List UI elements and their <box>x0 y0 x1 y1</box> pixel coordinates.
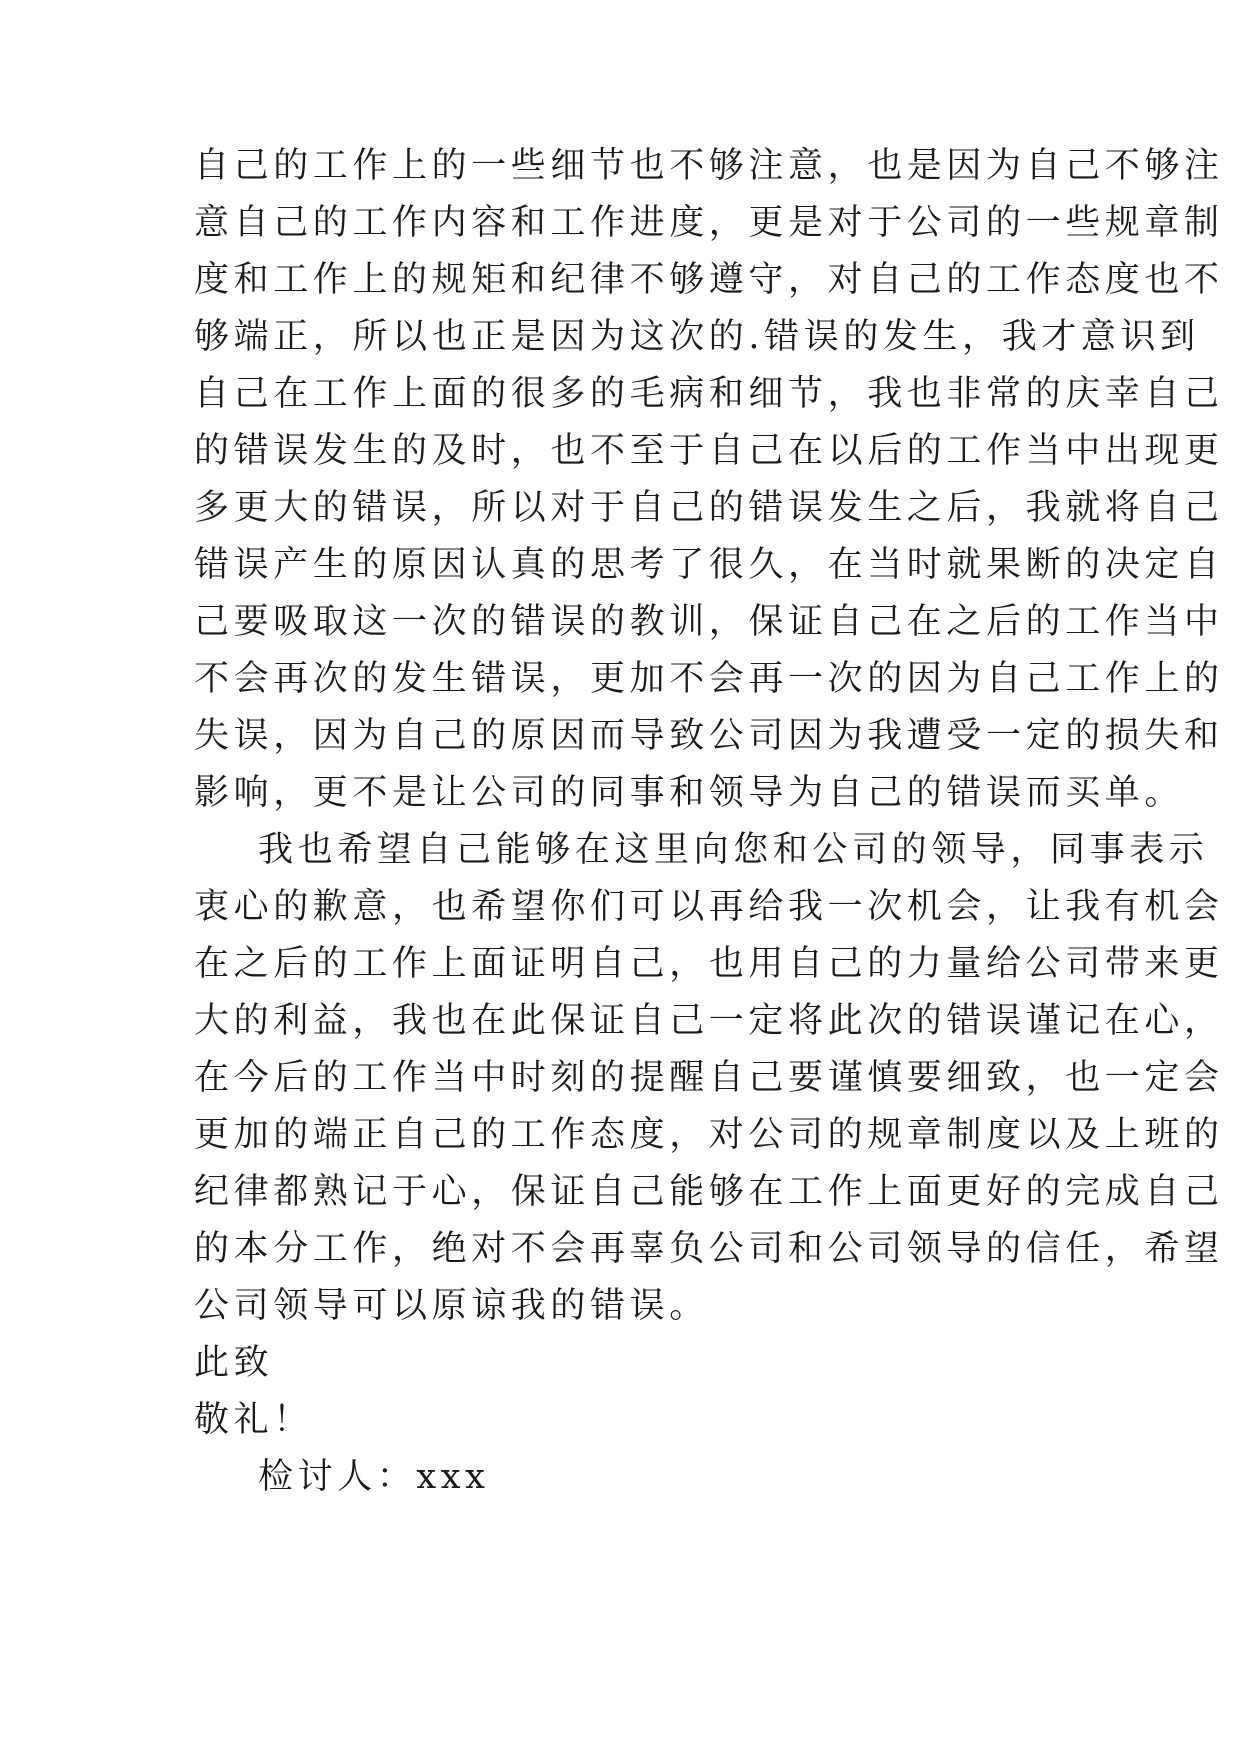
text-line: 在今后的工作当中时刻的提醒自己要谨慎要细致，也一定会 <box>194 1058 1224 1098</box>
text-line: 多更大的错误，所以对于自己的错误发生之后，我就将自己 <box>194 488 1224 528</box>
text-line: 更加的端正自己的工作态度，对公司的规章制度以及上班的 <box>194 1115 1224 1155</box>
text-line: 的本分工作，绝对不会再辜负公司和公司领导的信任，希望 <box>194 1229 1224 1269</box>
text-line: 够端正，所以也正是因为这次的.错误的发生，我才意识到 <box>194 317 1200 357</box>
text-line: 自己的工作上的一些细节也不够注意，也是因为自己不够注 <box>194 146 1224 186</box>
text-line: 在之后的工作上面证明自己，也用自己的力量给公司带来更 <box>194 944 1224 984</box>
text-line-indented: 我也希望自己能够在这里向您和公司的领导，同事表示 <box>258 830 1209 870</box>
text-line: 的错误发生的及时，也不至于自己在以后的工作当中出现更 <box>194 431 1224 471</box>
signature: 检讨人：xxx <box>258 1457 490 1497</box>
text-line: 己要吸取这一次的错误的教训，保证自己在之后的工作当中 <box>194 602 1224 642</box>
text-line: 纪律都熟记于心，保证自己能够在工作上面更好的完成自己 <box>194 1172 1224 1212</box>
text-line: 衷心的歉意，也希望你们可以再给我一次机会，让我有机会 <box>194 887 1224 927</box>
text-line: 公司领导可以原谅我的错误。 <box>194 1286 709 1326</box>
closing-regards: 敬礼！ <box>194 1400 313 1440</box>
text-line: 错误产生的原因认真的思考了很久，在当时就果断的决定自 <box>194 545 1224 585</box>
text-line: 影响，更不是让公司的同事和领导为自己的错误而买单。 <box>194 773 1185 813</box>
text-line: 失误，因为自己的原因而导致公司因为我遭受一定的损失和 <box>194 716 1224 756</box>
text-line: 不会再次的发生错误，更加不会再一次的因为自己工作上的 <box>194 659 1224 699</box>
text-line: 度和工作上的规矩和纪律不够遵守，对自己的工作态度也不 <box>194 260 1224 300</box>
text-line: 大的利益，我也在此保证自己一定将此次的错误谨记在心， <box>194 1001 1224 1041</box>
text-line: 意自己的工作内容和工作进度，更是对于公司的一些规章制 <box>194 203 1224 243</box>
closing-salutation: 此致 <box>194 1343 274 1383</box>
text-line: 自己在工作上面的很多的毛病和细节，我也非常的庆幸自己 <box>194 374 1224 414</box>
